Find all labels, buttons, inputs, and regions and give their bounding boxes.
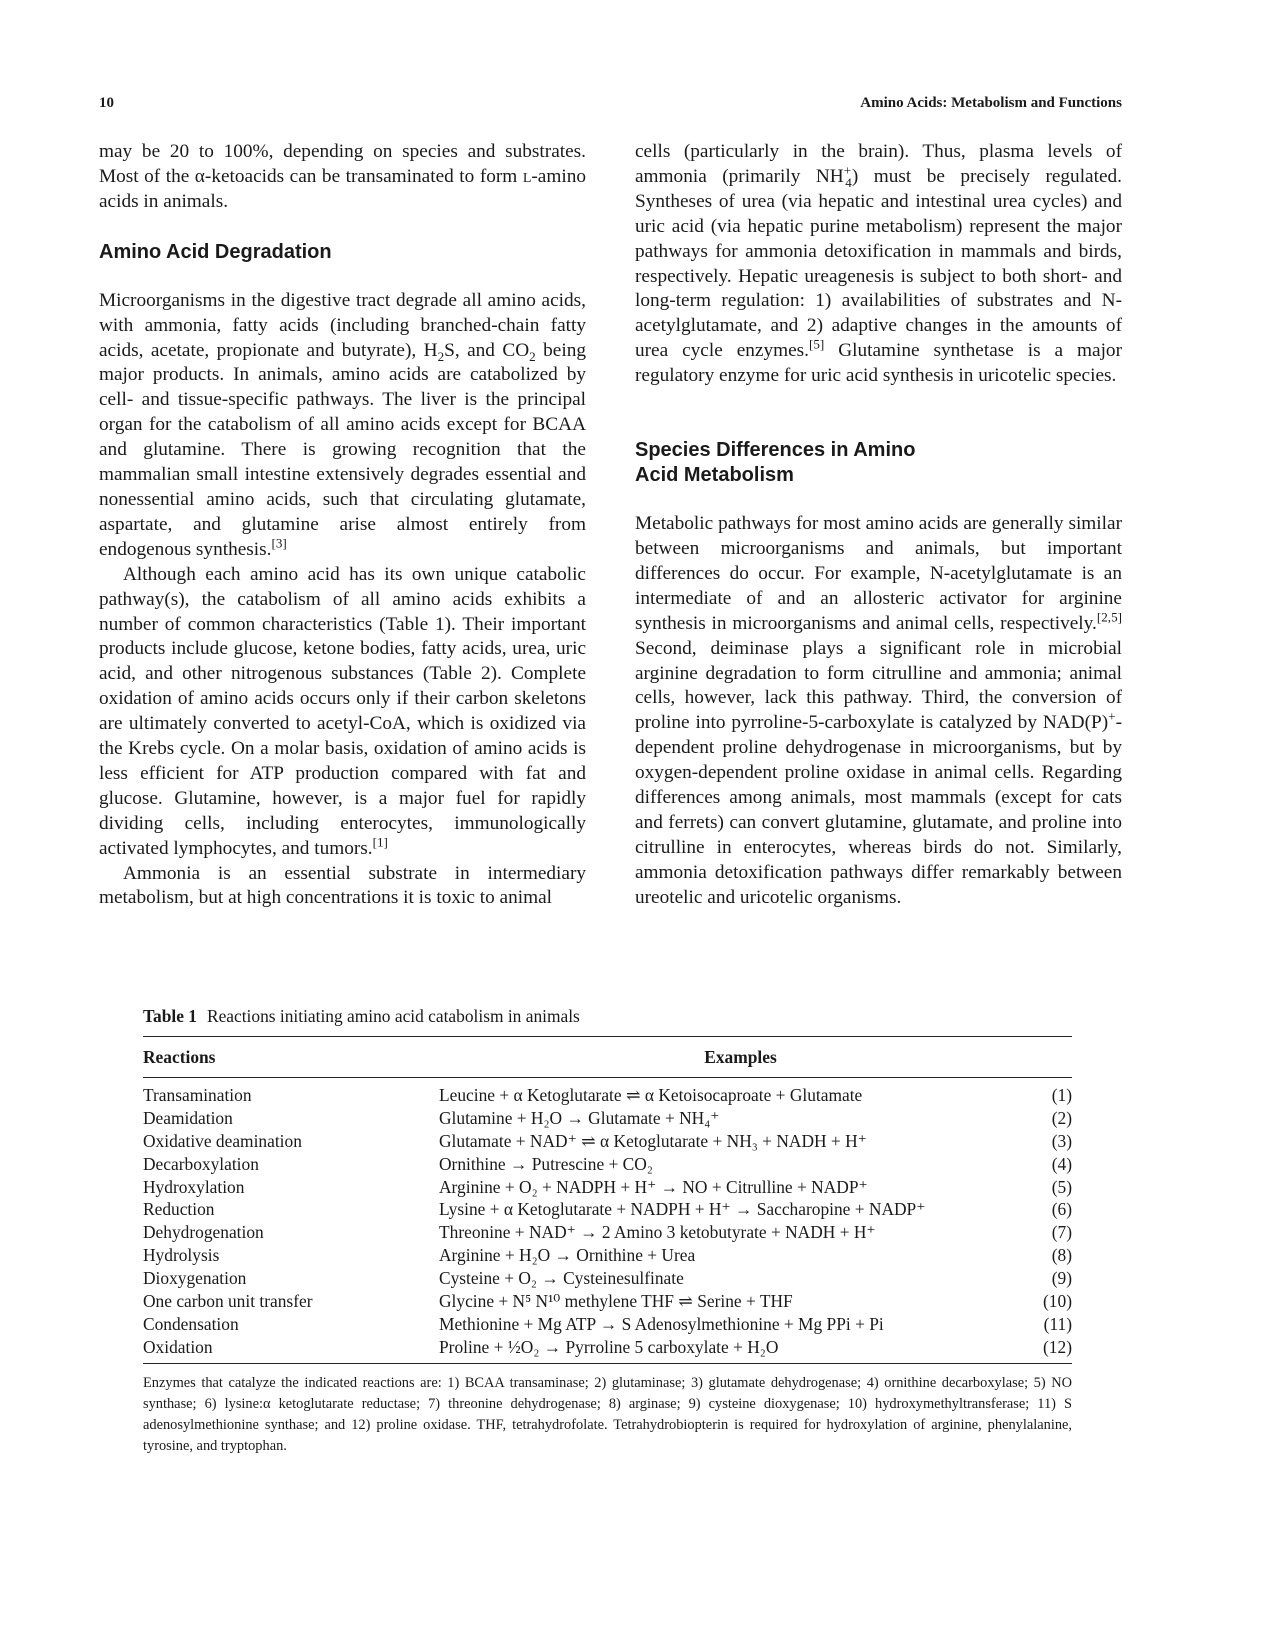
text-run: Glutamine synthetase is a major regulatory enzyme for uric acid synthesis in uricotelic species. [635,340,1122,387]
table-bottom-rule [143,1363,1072,1364]
table-row [143,1198,1072,1221]
text-run: Second, deiminase plays a significant role in microbial arginine degradation to form citrulline and ammonia; animal cells, however, lack this pathway. Third, the conversion of proline into pyrroline-5-carboxylate is catalyzed by NAD(P) [635,637,1122,734]
page-number: 10 [99,95,114,111]
table-row [143,1221,1072,1244]
table-label: Table 1 [143,1006,197,1026]
section-heading: Amino Acid Degradation [99,240,332,263]
text-run: Microorganisms in the digestive tract degrade all amino acids, with ammonia, fatty acids (including branched-chain fatty acids, acetate, propionate and butyrate), H [99,289,586,361]
equation-number: (9) [1051,1268,1072,1289]
table-1 [143,1005,1072,1457]
reaction-cell: Hydrolysis [143,1245,220,1266]
table-row [143,1290,1072,1313]
paragraph: Ammonia is an essential substrate in intermediary metabolism, but at high concentrations it is toxic to animal [99,862,586,909]
example-cell: Arginine + H₂O → Ornithine + Urea [439,1245,696,1266]
superscript: + [843,162,852,178]
superscript: + [1108,708,1116,724]
citation: [1] [372,834,388,850]
equation-number: (10) [1043,1291,1072,1312]
table-caption [143,1005,1072,1027]
equation-number: (3) [1051,1130,1072,1151]
paragraph [99,563,586,862]
text-run: ) must be precisely regulated. Syntheses of urea (via hepatic and intestinal urea cycles) and uric acid (via hepatic purine metabolism) represent the major pathways for ammonia detoxification in mammals and birds, respectively. Hepatic ureagenesis is subject to both short- and long-term regulation: 1) availabilities of substrates and N-acetylglutamate, and 2) adaptive changes in the amounts of urea cycle enzymes. [635,165,1122,362]
reaction-cell: Dioxygenation [143,1268,247,1289]
text-run: cells (particularly in the brain). Thus, plasma levels of ammonia (primarily NH [635,141,1122,187]
table-caption-text: Reactions initiating amino acid catabolism in animals [206,1006,580,1026]
heading-line: Species Differences in Amino [635,439,916,462]
heading-line: Acid Metabolism [635,464,794,487]
equation-number: (2) [1051,1107,1072,1128]
table-row [143,1084,1072,1107]
example-cell: Arginine + O₂ + NADPH + H⁺ → NO + Citrulline + NADP⁺ [439,1176,868,1197]
example-cell: Leucine + α Ketoglutarate ⇌ α Ketoisocaproate + Glutamate [439,1085,863,1105]
subscript: 2 [529,348,536,364]
citation: [3] [271,535,287,551]
example-cell: Glutamine + H₂O → Glutamate + NH₄⁺ [439,1107,720,1128]
section-heading [635,438,1122,488]
text-run: l [522,165,532,187]
text-run: may be 20 to 100%, depending on species and substrates. Most of the α-ketoacids can be transaminated to form [99,141,586,187]
paragraph [99,289,586,563]
reaction-cell: Hydroxylation [143,1176,245,1197]
example-cell: Proline + ½O₂ → Pyrroline 5 carboxylate + H₂O [439,1336,779,1357]
table-body [143,1078,1072,1363]
subscript: 4 [845,174,852,190]
reaction-cell: Oxidation [143,1336,213,1357]
reaction-cell: Transamination [143,1085,252,1105]
equation-number: (5) [1051,1176,1072,1197]
reaction-cell: Dehydrogenation [143,1222,264,1243]
column-header-examples: Examples [704,1046,777,1067]
table-footnote: Enzymes that catalyze the indicated reactions are: 1) BCAA transaminase; 2) glutaminase; 3) glutamate dehydrogenase; 4) ornithine decarboxylase; 5) NO synthase; 6) lysine:α ketoglutarate reductase; 7) threonine dehydrogenase; 8) arginase; 9) cysteine dioxygenase; 10) hydroxymethyltransferase; 11) S adenosylmethionine synthase; and 12) proline oxidase. THF, tetrahydrofolate. Tetrahydrobiopterin is required for hydroxylation of arginine, phenylalanine, tyrosine, and tryptophan. [143,1374,1072,1454]
text-run: -dependent proline dehydrogenase in microorganisms, but by oxygen-dependent proline oxidase in animal cells. Regarding differences among animals, most mammals (except for cats and ferrets) can convert glutamine, glutamate, and proline into citrulline in enterocytes, whereas birds do not. Similarly, ammonia detoxification pathways differ remarkably between ureotelic and uricotelic organisms. [635,712,1122,908]
equation-number: (6) [1051,1199,1072,1220]
reaction-cell: Condensation [143,1313,239,1334]
table-row [143,1130,1072,1153]
running-head: Amino Acids: Metabolism and Functions [860,95,1122,111]
citation: [5] [808,336,825,352]
table-header [143,1037,1072,1077]
subscript: 2 [437,348,445,364]
equation-number: (7) [1051,1222,1072,1243]
left-column [99,140,586,911]
reaction-cell: Reduction [143,1199,215,1220]
example-cell: Ornithine → Putrescine + CO₂ [439,1153,653,1174]
table-row [143,1313,1072,1336]
example-cell: Glycine + N⁵ N¹⁰ methylene THF ⇌ Serine + THF [439,1291,793,1312]
text-run: Metabolic pathways for most amino acids are generally similar between microorganisms and animals, but important differences do occur. For example, N-acetylglutamate is an intermediate of and an allosteric activator for arginine synthesis in microorganisms and animal cells, respectively. [635,513,1122,634]
table-row [143,1107,1072,1130]
table-row [143,1336,1072,1359]
reaction-cell: Deamidation [143,1107,233,1128]
table-row [143,1267,1072,1290]
equation-number: (12) [1043,1336,1072,1357]
table-row [143,1244,1072,1267]
text-run: -amino acids in animals. [99,165,586,212]
equation-number: (1) [1051,1085,1072,1105]
equation-number: (11) [1043,1313,1072,1334]
table-row [143,1153,1072,1176]
text-run: Although each amino acid has its own unique catabolic pathway(s), the catabolism of all amino acids exhibits a number of common characteristics (Table 1). Their important products include glucose, ketone bodies, fatty acids, urea, uric acid, and other nitrogenous substances (Table 2). Complete oxidation of amino acids occurs only if their carbon skeletons are ultimately converted to acetyl-CoA, which is oxidized via the Krebs cycle. On a molar basis, oxidation of amino acids is less efficient for ATP production compared with fat and glucose. Glutamine, however, is a major fuel for rapidly dividing cells, including enterocytes, immunologically activated lymphocytes, and tumors. [99,563,586,859]
paragraph [635,140,1122,389]
reaction-cell: One carbon unit transfer [143,1291,313,1312]
example-cell: Cysteine + O₂ → Cysteinesulfinate [439,1268,684,1289]
paragraph [635,512,1122,911]
example-cell: Threonine + NAD⁺ → 2 Amino 3 ketobutyrate + NADH + H⁺ [439,1222,876,1243]
citation: [2,5] [1096,609,1122,625]
reaction-cell: Decarboxylation [143,1153,259,1174]
equation-number: (4) [1051,1153,1072,1174]
example-cell: Lysine + α Ketoglutarate + NADPH + H⁺ → Saccharopine + NADP⁺ [439,1199,926,1220]
example-cell: Methionine + Mg ATP → S Adenosylmethionine + Mg PPi + Pi [439,1313,884,1334]
text-run: S, and CO [444,339,530,361]
paragraph [99,140,586,215]
table-row [143,1176,1072,1199]
column-header-reactions: Reactions [143,1046,216,1067]
example-cell: Glutamate + NAD⁺ ⇌ α Ketoglutarate + NH₃ + NADH + H⁺ [439,1130,867,1151]
text-run: being major products. In animals, amino acids are catabolized by cell- and tissue-specific pathways. The liver is the principal organ for the catabolism of all amino acids except for BCAA and glutamine. There is growing recognition that the mammalian small intestine extensively degrades essential and nonessential amino acids, such that circulating glutamate, aspartate, and glutamine arise almost entirely from endogenous synthesis. [99,339,586,560]
equation-number: (8) [1051,1245,1072,1266]
right-column [635,140,1122,911]
reaction-cell: Oxidative deamination [143,1130,302,1151]
